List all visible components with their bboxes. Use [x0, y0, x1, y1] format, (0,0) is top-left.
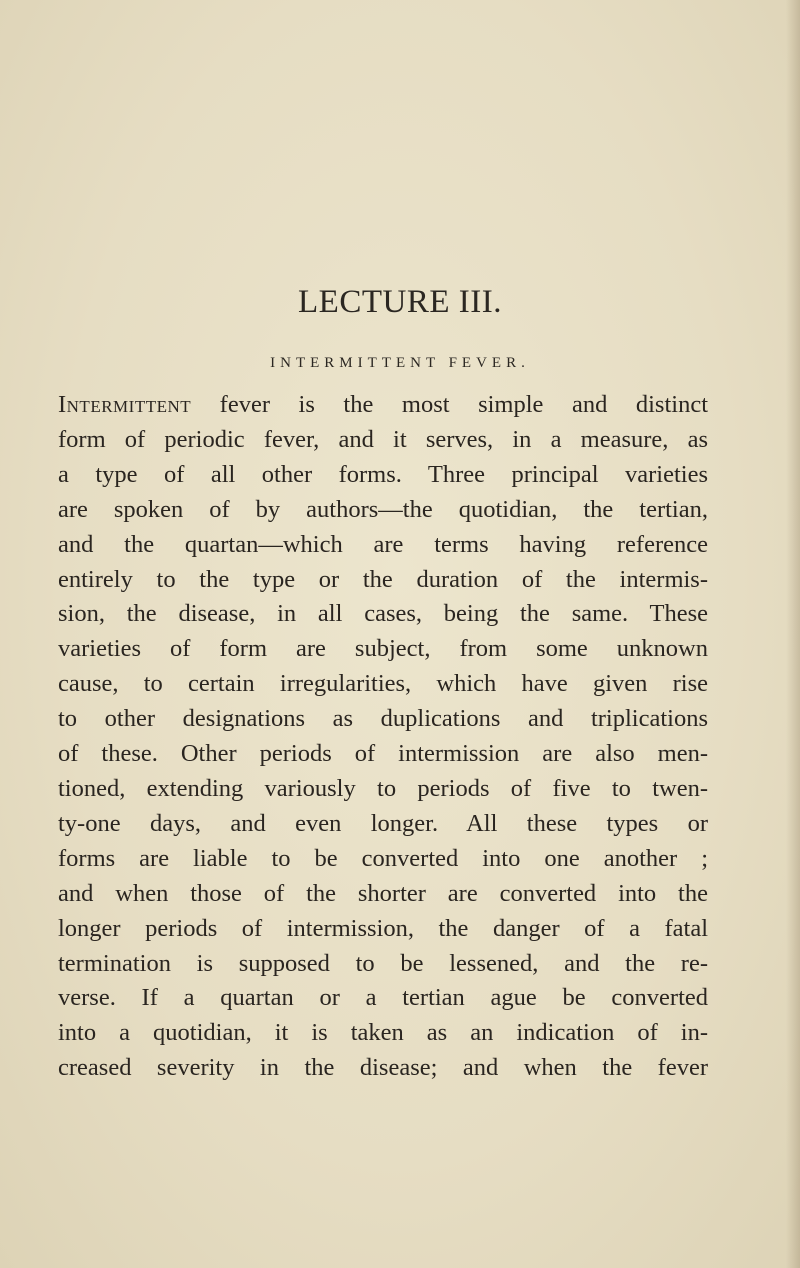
text-line: are spoken of by authors—the quotidian, the tertian,	[58, 495, 708, 523]
text-line: and the quartan—which are terms having reference	[58, 530, 708, 558]
text-line	[58, 388, 708, 423]
text-line: entirely to the type or the duration of the intermis-	[58, 565, 708, 593]
text-line: form of periodic fever, and it serves, in a measure, as	[58, 425, 708, 453]
text-line: varieties of form are subject, from some unknown	[58, 635, 708, 663]
text-line: sion, the disease, in all cases, being the same. These	[58, 600, 708, 628]
text-line: ty-one days, and even longer. All these types or	[58, 809, 708, 837]
text-line: a type of all other forms. Three principal varieties	[58, 460, 708, 488]
text-line: cause, to certain irregularities, which have given rise	[58, 670, 708, 698]
text-line: and when those of the shorter are converted into the	[58, 879, 708, 907]
body-text	[58, 388, 708, 1086]
text-line: forms are liable to be converted into one another ;	[58, 844, 708, 872]
text-line: termination is supposed to be lessened, and the re-	[58, 949, 708, 977]
text-line: verse. If a quartan or a tertian ague be converted	[58, 984, 708, 1012]
lecture-subtitle: INTERMITTENT FEVER.	[270, 355, 530, 371]
text-line: longer periods of intermission, the danger of a fatal	[58, 914, 708, 942]
text-line: tioned, extending variously to periods of five to twen-	[58, 774, 708, 802]
lead-word: Intermittent	[58, 391, 192, 418]
text-line: to other designations as duplications and triplications	[58, 705, 708, 733]
lecture-title: LECTURE III.	[298, 284, 502, 320]
text-line: creased severity in the disease; and when the fever	[58, 1054, 708, 1082]
text-line: into a quotidian, it is taken as an indication of in-	[58, 1019, 708, 1047]
page-edge-shadow	[786, 0, 800, 1268]
first-line-rest: fever is the most simple and distinct	[191, 391, 708, 418]
text-line: of these. Other periods of intermission are also men-	[58, 740, 708, 768]
